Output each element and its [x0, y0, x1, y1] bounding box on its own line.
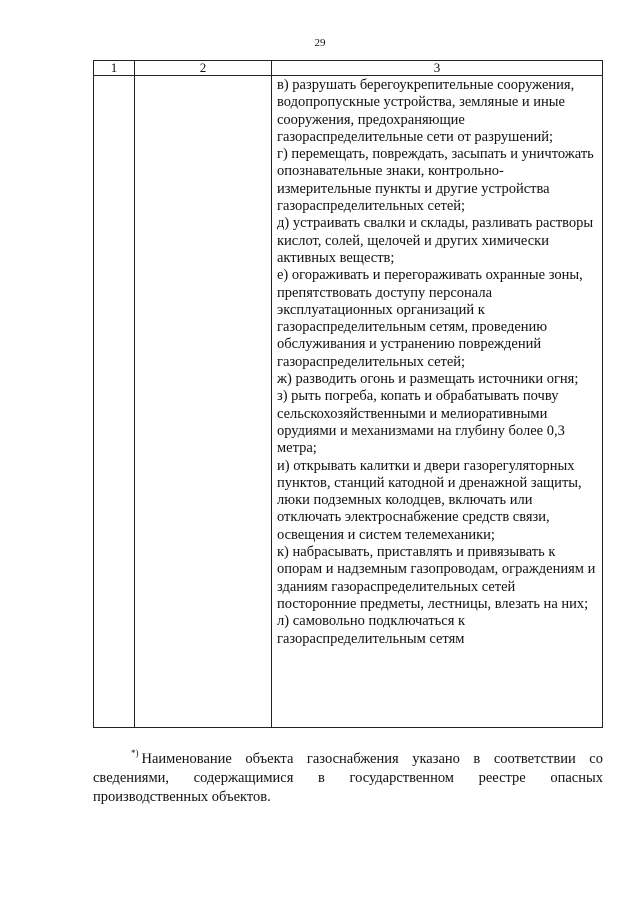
list-item: е) огораживать и перегораживать охранные зоны, препятствовать доступу персонала эксплуатационных организаций к газораспределительным сетям, проведению обслуживания и устранению повреждений газораспределительных сетей;	[277, 267, 583, 370]
column-header-3: 3	[272, 61, 603, 76]
table-header-row	[94, 61, 603, 76]
list-item: з) рыть погреба, копать и обрабатывать почву сельскохозяйственными и мелиоративными орудиями и механизмами на глубину более 0,3 метра;	[277, 388, 565, 457]
table-row	[94, 76, 603, 728]
list-item: л) самовольно подключаться к газораспределительным сетям	[277, 613, 466, 647]
table-cell-3	[272, 76, 603, 728]
footnote-text: Наименование объекта газоснабжения указано в соответствии со сведениями, содержащимися в государственном реестре опасных производственных объектов.	[93, 750, 603, 805]
column-header-2: 2	[135, 61, 272, 76]
page-number: 29	[314, 37, 326, 49]
requirements-table	[93, 60, 603, 728]
table-cell-2	[135, 76, 272, 728]
list-item: к) набрасывать, приставлять и привязывать к опорам и надземным газопроводам, ограждениям и зданиям газораспределительных сетей посторонние предметы, лестницы, влезать на них;	[277, 544, 596, 612]
footnote-marker: *)	[131, 748, 139, 758]
list-item: д) устраивать свалки и склады, разливать растворы кислот, солей, щелочей и других химически активных веществ;	[277, 215, 594, 266]
table-cell-1	[94, 76, 135, 728]
column-header-1: 1	[94, 61, 135, 76]
list-item: ж) разводить огонь и размещать источники огня;	[277, 371, 579, 388]
list-item: в) разрушать берегоукрепительные сооружения, водопропускные устройства, земляные и иные сооружения, предохраняющие газораспределительные сети от разрушений;	[277, 77, 575, 145]
list-item: г) перемещать, повреждать, засыпать и уничтожать опознавательные знаки, контрольно-измерительные пункты и другие устройства газораспределительных сетей;	[277, 146, 594, 215]
footnote	[93, 745, 603, 807]
list-item: и) открывать калитки и двери газорегуляторных пунктов, станций катодной и дренажной защиты, люки подземных колодцев, включать или отключать электроснабжение средств связи, освещения и систем телемеханики;	[277, 457, 582, 543]
